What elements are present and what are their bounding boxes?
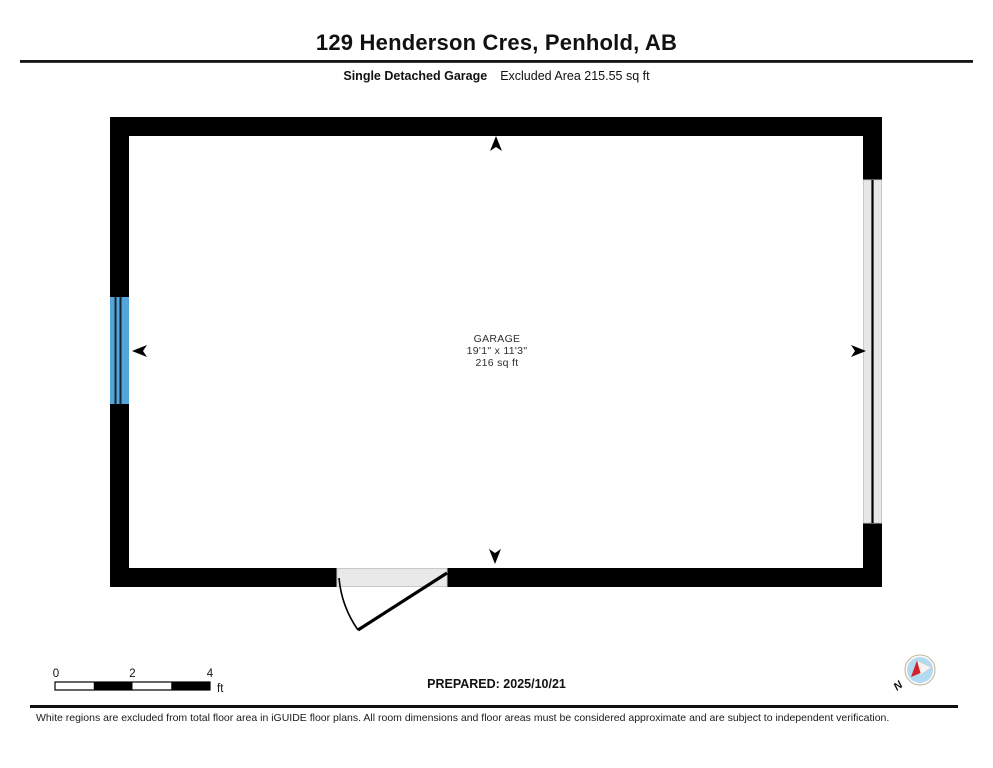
entry-door	[337, 569, 447, 631]
wall-right-upper-segment	[863, 136, 882, 180]
wall-bottom-right-segment	[447, 568, 882, 587]
wall-marker-arrow-bottom	[489, 549, 501, 564]
wall-left-upper-segment	[110, 136, 129, 297]
room-label	[467, 333, 528, 369]
wall-right-lower-segment	[863, 523, 882, 568]
page-title: 129 Henderson Cres, Penhold, AB	[315, 30, 678, 55]
prepared-date-label: PREPARED: 2025/10/21	[427, 677, 566, 691]
scale-tick-0: 0	[52, 668, 60, 680]
room-area: 216 sq ft	[475, 357, 519, 369]
scale-tick-2: 2	[129, 668, 136, 680]
compass-north-label: N	[891, 679, 906, 694]
scale-tick-4: 4	[206, 668, 214, 680]
wall-bottom-left-segment	[110, 568, 337, 587]
window	[110, 297, 129, 404]
excluded-area-label: Excluded Area 215.55 sq ft	[500, 69, 650, 83]
floor-label: Single Detached Garage	[343, 69, 488, 83]
room-name: GARAGE	[473, 333, 521, 345]
wall-marker-arrow-left	[132, 345, 147, 357]
wall-left-lower-segment	[110, 404, 129, 568]
scale-unit-label: ft	[217, 683, 224, 695]
room-dimensions: 19'1" x 11'3"	[466, 345, 528, 357]
wall-marker-arrow-top	[490, 136, 502, 151]
disclaimer-text: White regions are excluded from total floor area in iGUIDE floor plans. All room dimensions and floor areas must be considered approximate and are subject to independent verification.	[36, 712, 890, 724]
garage-door	[864, 180, 882, 523]
footer-divider	[30, 705, 958, 708]
wall-top	[110, 117, 882, 136]
